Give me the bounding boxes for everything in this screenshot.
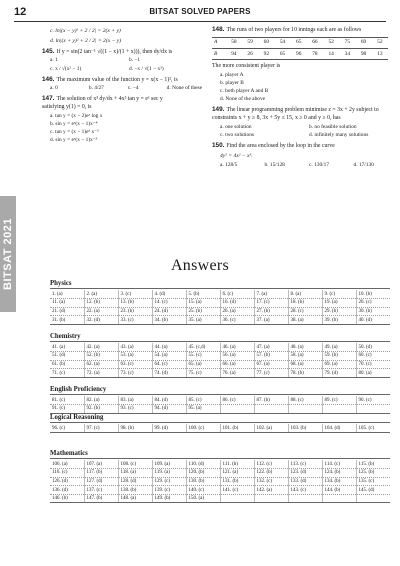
question-text: Find the area enclosed by the loop in the curve bbox=[226, 142, 335, 149]
answer-cell: 96. (c) bbox=[50, 424, 84, 433]
option-d: d. None of the above bbox=[220, 96, 266, 103]
question-number: 145. bbox=[42, 47, 55, 55]
answer-row bbox=[50, 360, 390, 369]
question-149 bbox=[212, 106, 392, 139]
answer-cell: 25. (b) bbox=[186, 307, 220, 316]
section-rule bbox=[50, 341, 390, 342]
runs-row-b bbox=[212, 49, 388, 60]
section-rule bbox=[50, 422, 390, 423]
answer-cell: 135. (c) bbox=[356, 477, 390, 486]
answer-cell: 146. (b) bbox=[50, 494, 84, 503]
question-number: 150. bbox=[212, 141, 225, 149]
answer-cell: 68. (a) bbox=[288, 360, 322, 369]
option-a: a. one solution bbox=[220, 123, 252, 130]
answer-cell: 1. (a) bbox=[50, 290, 84, 299]
runs-cell: 14 bbox=[323, 49, 339, 60]
runs-cell: 92 bbox=[258, 49, 274, 60]
answer-cell: 120. (b) bbox=[186, 469, 220, 478]
answer-cell: 45. (c,d) bbox=[186, 343, 220, 352]
answer-cell: 9. (c) bbox=[322, 290, 356, 299]
answer-section-mathematics bbox=[50, 450, 390, 503]
page-header bbox=[0, 0, 400, 22]
question-145 bbox=[42, 48, 202, 73]
question-148 bbox=[212, 26, 392, 104]
answer-cell bbox=[322, 494, 356, 503]
options-row bbox=[220, 162, 392, 169]
answer-cell: 123. (d) bbox=[288, 469, 322, 478]
question-146 bbox=[42, 76, 202, 93]
answer-cell: 55. (c) bbox=[186, 352, 220, 361]
answer-cell: 87. (b) bbox=[254, 396, 288, 405]
answer-cell: 76. (a) bbox=[220, 369, 254, 378]
answer-cell: 104. (d) bbox=[322, 424, 356, 433]
runs-table bbox=[212, 37, 388, 61]
answer-section-chemistry bbox=[50, 333, 390, 378]
answer-cell: 117. (b) bbox=[84, 469, 118, 478]
answer-cell: 75. (c) bbox=[186, 369, 220, 378]
answer-cell: 78. (b) bbox=[288, 369, 322, 378]
answer-cell: 29. (b) bbox=[322, 307, 356, 316]
answer-cell: 7. (a) bbox=[254, 290, 288, 299]
answer-cell: 52. (b) bbox=[84, 352, 118, 361]
runs-cell: 96 bbox=[291, 49, 307, 60]
answer-cell: 136. (d) bbox=[50, 486, 84, 495]
answer-cell: 11. (a) bbox=[50, 299, 84, 308]
answer-cell: 139. (c) bbox=[152, 486, 186, 495]
option-c: c. −4 bbox=[127, 85, 139, 92]
answer-section-english-proficiency bbox=[50, 386, 390, 414]
answer-cell: 81. (c) bbox=[50, 396, 84, 405]
answer-cell: 61. (b) bbox=[50, 360, 84, 369]
answer-cell: 113. (c) bbox=[288, 460, 322, 469]
option-d: d. sin y = eˣ(x − 1)x⁻³ bbox=[50, 136, 98, 143]
options-row bbox=[50, 85, 202, 92]
section-title: English Proficiency bbox=[50, 386, 107, 393]
answer-cell: 92. (b) bbox=[84, 405, 118, 414]
answer-cell: 127. (d) bbox=[84, 477, 118, 486]
answer-cell: 71. (c) bbox=[50, 369, 84, 378]
runs-cell: 94 bbox=[226, 49, 242, 60]
question-prompt: The more consistent player is bbox=[212, 63, 281, 70]
answer-cell: 54. (a) bbox=[152, 352, 186, 361]
question-text: If y = sin(2 tan⁻¹ √((1 − x)/(1 + x))), then dy/dx is bbox=[56, 48, 173, 55]
answer-cell: 137. (c) bbox=[84, 486, 118, 495]
answer-cell: 40. (d) bbox=[356, 316, 390, 325]
runs-cell: 78 bbox=[307, 49, 323, 60]
answer-cell: 95. (a) bbox=[186, 405, 220, 414]
answer-cell: 133. (d) bbox=[288, 477, 322, 486]
answer-cell: 53. (a) bbox=[118, 352, 152, 361]
runs-cell: 26 bbox=[242, 49, 258, 60]
answer-cell: 108. (c) bbox=[118, 460, 152, 469]
answer-cell: 141. (c) bbox=[220, 486, 254, 495]
answer-cell: 107. (a) bbox=[84, 460, 118, 469]
answer-row bbox=[50, 352, 390, 361]
runs-cell: 13 bbox=[372, 49, 388, 60]
option-d: d. 17/130 bbox=[353, 162, 374, 169]
answer-cell: 20. (c) bbox=[356, 299, 390, 308]
answer-cell: 114. (c) bbox=[322, 460, 356, 469]
option-c: c. 130/17 bbox=[309, 162, 330, 169]
answer-cell: 122. (b) bbox=[254, 469, 288, 478]
answer-cell: 39. (b) bbox=[322, 316, 356, 325]
answer-cell: 89. (c) bbox=[322, 396, 356, 405]
answer-cell: 119. (a) bbox=[152, 469, 186, 478]
answer-cell: 36. (c) bbox=[220, 316, 254, 325]
option-d: d. −x / √(1 − x²) bbox=[129, 65, 164, 72]
answer-cell: 34. (b) bbox=[152, 316, 186, 325]
answer-row bbox=[50, 477, 390, 486]
answer-cell: 130. (b) bbox=[186, 477, 220, 486]
answer-cell bbox=[220, 494, 254, 503]
answer-cell: 74. (d) bbox=[152, 369, 186, 378]
answer-cell: 105. (c) bbox=[356, 424, 390, 433]
answer-cell: 42. (a) bbox=[84, 343, 118, 352]
question-144-options bbox=[42, 28, 202, 45]
answer-row bbox=[50, 369, 390, 378]
answer-cell bbox=[356, 405, 390, 414]
answer-cell: 28. (c) bbox=[288, 307, 322, 316]
answer-table bbox=[50, 343, 390, 378]
answer-cell: 121. (a) bbox=[220, 469, 254, 478]
answer-row bbox=[50, 486, 390, 495]
question-147 bbox=[42, 95, 202, 144]
answer-cell: 47. (a) bbox=[254, 343, 288, 352]
answer-cell: 149. (b) bbox=[152, 494, 186, 503]
answer-cell: 86. (c) bbox=[220, 396, 254, 405]
section-rule bbox=[50, 394, 390, 395]
answer-cell: 67. (a) bbox=[254, 360, 288, 369]
question-number: 147. bbox=[42, 95, 55, 103]
options-row bbox=[220, 132, 392, 139]
running-title: BITSAT SOLVED PAPERS bbox=[149, 7, 251, 16]
q144-option-d: d. ln|(x + y)² + 2 / 2| = 2(x − y) bbox=[50, 37, 122, 44]
answer-cell: 143. (c) bbox=[288, 486, 322, 495]
answer-cell: 58. (a) bbox=[288, 352, 322, 361]
player-label: B bbox=[212, 49, 226, 60]
option-b: b. 4/27 bbox=[88, 85, 104, 92]
option-c: c. two solutions bbox=[220, 132, 254, 139]
answer-cell: 128. (d) bbox=[118, 477, 152, 486]
answer-cell: 72. (a) bbox=[84, 369, 118, 378]
answer-cell bbox=[322, 405, 356, 414]
answer-cell: 64. (c) bbox=[152, 360, 186, 369]
question-text: The linear programming problem minimise z = 3x + 2y subject to constraints x + y ≥ 8, 3x + 5y ≤ 15, x ≥ 0 and y ≥ 0, has bbox=[212, 107, 379, 121]
option-c: c. x / √(x² − 1) bbox=[50, 65, 82, 72]
question-text: The solution of x³ dy/dx + 4x² tan y = eˣ sec y bbox=[56, 96, 163, 103]
answer-cell: 3. (c) bbox=[118, 290, 152, 299]
player-label: A bbox=[212, 37, 226, 48]
answer-cell: 32. (d) bbox=[84, 316, 118, 325]
answer-cell: 16. (d) bbox=[220, 299, 254, 308]
answer-cell: 5. (b) bbox=[186, 290, 220, 299]
answer-cell: 44. (a) bbox=[152, 343, 186, 352]
curve-formula: 4y² = 4x² − x³. bbox=[220, 152, 253, 159]
question-150 bbox=[212, 142, 392, 170]
answer-cell: 85. (c) bbox=[186, 396, 220, 405]
answer-table bbox=[50, 424, 390, 433]
answer-cell: 82. (a) bbox=[84, 396, 118, 405]
section-title: Chemistry bbox=[50, 333, 81, 340]
answer-cell: 6. (c) bbox=[220, 290, 254, 299]
header-rule bbox=[14, 21, 386, 22]
runs-cell: 69 bbox=[355, 37, 371, 48]
answer-cell: 126. (d) bbox=[50, 477, 84, 486]
answer-cell: 62. (a) bbox=[84, 360, 118, 369]
answer-cell: 35. (a) bbox=[186, 316, 220, 325]
answer-cell bbox=[356, 494, 390, 503]
runs-cell: 60 bbox=[258, 37, 274, 48]
answer-cell: 57. (b) bbox=[254, 352, 288, 361]
answer-cell: 65. (a) bbox=[186, 360, 220, 369]
answer-table bbox=[50, 460, 390, 503]
answer-cell: 129. (c) bbox=[152, 477, 186, 486]
answer-cell: 4. (d) bbox=[152, 290, 186, 299]
runs-cell: 59 bbox=[242, 37, 258, 48]
answer-cell: 66. (a) bbox=[220, 360, 254, 369]
answer-cell bbox=[220, 405, 254, 414]
answer-cell: 115. (b) bbox=[356, 460, 390, 469]
answer-cell: 102. (a) bbox=[254, 424, 288, 433]
answer-cell: 142. (a) bbox=[254, 486, 288, 495]
runs-cell: 34 bbox=[339, 49, 355, 60]
answer-row bbox=[50, 316, 390, 325]
answer-table bbox=[50, 396, 390, 414]
answer-cell: 132. (c) bbox=[254, 477, 288, 486]
runs-cell: 54 bbox=[274, 37, 290, 48]
answer-cell: 12. (b) bbox=[84, 299, 118, 308]
answer-cell: 60. (c) bbox=[356, 352, 390, 361]
answer-cell: 125. (b) bbox=[356, 469, 390, 478]
question-number: 149. bbox=[212, 106, 225, 114]
answer-cell: 14. (c) bbox=[152, 299, 186, 308]
runs-cell: 52 bbox=[372, 37, 388, 48]
answer-cell: 17. (c) bbox=[254, 299, 288, 308]
runs-cell: 65 bbox=[291, 37, 307, 48]
runs-row-a bbox=[212, 37, 388, 48]
answer-row bbox=[50, 299, 390, 308]
answer-cell: 41. (a) bbox=[50, 343, 84, 352]
option-a: a. tan y = (x − 2)eˣ log x bbox=[50, 112, 103, 119]
answer-cell: 73. (c) bbox=[118, 369, 152, 378]
section-title: Logical Reasoning bbox=[50, 414, 104, 421]
answer-cell: 70. (c) bbox=[356, 360, 390, 369]
answer-cell: 77. (c) bbox=[254, 369, 288, 378]
answer-row bbox=[50, 405, 390, 414]
option-c: c. tan y = (x − 1)eˣ x⁻³ bbox=[50, 128, 99, 135]
answer-cell: 118. (a) bbox=[118, 469, 152, 478]
runs-cell: 75 bbox=[339, 37, 355, 48]
answer-cell: 24. (d) bbox=[152, 307, 186, 316]
answer-cell: 31. (b) bbox=[50, 316, 84, 325]
answer-cell: 140. (c) bbox=[186, 486, 220, 495]
answer-cell: 8. (a) bbox=[288, 290, 322, 299]
answer-section-physics bbox=[50, 280, 390, 325]
answer-cell: 150. (a) bbox=[186, 494, 220, 503]
answer-cell: 147. (b) bbox=[84, 494, 118, 503]
option-a: a. 0 bbox=[50, 85, 58, 92]
answer-cell bbox=[288, 494, 322, 503]
answer-cell: 97. (c) bbox=[84, 424, 118, 433]
answer-cell: 48. (a) bbox=[288, 343, 322, 352]
answer-cell: 21. (d) bbox=[50, 307, 84, 316]
answer-row bbox=[50, 290, 390, 299]
section-rule bbox=[50, 288, 390, 289]
answer-cell: 124. (b) bbox=[322, 469, 356, 478]
option-d: d. infinitely many solutions bbox=[309, 132, 369, 139]
answer-cell: 93. (c) bbox=[118, 405, 152, 414]
answer-row bbox=[50, 396, 390, 405]
options-row bbox=[50, 66, 202, 73]
answer-cell: 59. (b) bbox=[322, 352, 356, 361]
answer-cell bbox=[254, 494, 288, 503]
option-b: b. sin y = eˣ(x − 1)x⁻⁴ bbox=[50, 120, 98, 127]
answer-row bbox=[50, 460, 390, 469]
runs-cell: 66 bbox=[307, 37, 323, 48]
answers-heading: Answers bbox=[170, 257, 230, 274]
answer-cell: 98. (b) bbox=[118, 424, 152, 433]
answer-cell: 37. (a) bbox=[254, 316, 288, 325]
option-a: a. 128/5 bbox=[220, 162, 238, 169]
answer-cell: 18. (b) bbox=[288, 299, 322, 308]
answer-cell: 49. (a) bbox=[322, 343, 356, 352]
answer-cell: 84. (d) bbox=[152, 396, 186, 405]
side-tab-label: BITSAT 2021 bbox=[2, 218, 14, 290]
answer-row bbox=[50, 343, 390, 352]
answer-cell: 80. (a) bbox=[356, 369, 390, 378]
option-d: d. None of these bbox=[166, 85, 203, 92]
answer-cell: 100. (c) bbox=[186, 424, 220, 433]
answer-cell bbox=[254, 405, 288, 414]
answer-cell: 23. (b) bbox=[118, 307, 152, 316]
question-text: The maximum value of the function y = x(x − 1)², is bbox=[56, 76, 178, 83]
answer-cell: 19. (a) bbox=[322, 299, 356, 308]
answer-cell: 138. (b) bbox=[118, 486, 152, 495]
answer-cell: 79. (d) bbox=[322, 369, 356, 378]
runs-cell: 98 bbox=[355, 49, 371, 60]
answer-cell: 88. (c) bbox=[288, 396, 322, 405]
answer-cell: 91. (c) bbox=[50, 405, 84, 414]
questions-right-column bbox=[212, 26, 392, 172]
answer-cell: 148. (a) bbox=[118, 494, 152, 503]
answer-cell: 56. (a) bbox=[220, 352, 254, 361]
runs-cell: 65 bbox=[274, 49, 290, 60]
answer-cell: 144. (b) bbox=[322, 486, 356, 495]
answer-row bbox=[50, 494, 390, 503]
answer-cell: 46. (a) bbox=[220, 343, 254, 352]
answer-row bbox=[50, 469, 390, 478]
answer-cell: 15. (a) bbox=[186, 299, 220, 308]
answer-cell: 145. (d) bbox=[356, 486, 390, 495]
answer-cell: 63. (c) bbox=[118, 360, 152, 369]
question-number: 148. bbox=[212, 26, 225, 33]
answer-cell: 22. (a) bbox=[84, 307, 118, 316]
answer-cell: 51. (d) bbox=[50, 352, 84, 361]
answer-cell: 69. (a) bbox=[322, 360, 356, 369]
answer-cell: 26. (a) bbox=[220, 307, 254, 316]
answer-cell bbox=[288, 405, 322, 414]
options-row bbox=[220, 124, 392, 131]
answer-cell: 38. (a) bbox=[288, 316, 322, 325]
answer-cell: 83. (a) bbox=[118, 396, 152, 405]
answer-cell: 90. (c) bbox=[356, 396, 390, 405]
side-tab bbox=[0, 196, 16, 312]
page-number: 12 bbox=[14, 6, 27, 18]
question-number: 146. bbox=[42, 75, 55, 83]
answer-cell: 112. (c) bbox=[254, 460, 288, 469]
answer-cell: 94. (d) bbox=[152, 405, 186, 414]
answer-cell: 106. (a) bbox=[50, 460, 84, 469]
answer-cell: 27. (b) bbox=[254, 307, 288, 316]
answer-cell: 131. (b) bbox=[220, 477, 254, 486]
answer-cell: 99. (d) bbox=[152, 424, 186, 433]
answer-cell: 103. (b) bbox=[288, 424, 322, 433]
runs-cell: 58 bbox=[226, 37, 242, 48]
section-rule bbox=[50, 458, 390, 459]
section-title: Physics bbox=[50, 280, 72, 287]
answer-cell: 2. (a) bbox=[84, 290, 118, 299]
answer-cell: 134. (b) bbox=[322, 477, 356, 486]
answer-cell: 50. (d) bbox=[356, 343, 390, 352]
answer-section-logical-reasoning bbox=[50, 414, 390, 433]
option-c: c. both player A and B bbox=[220, 88, 269, 95]
question-condition: satisfying y(1) = 0, is bbox=[42, 103, 92, 110]
answer-cell: 101. (b) bbox=[220, 424, 254, 433]
answer-cell: 110. (d) bbox=[186, 460, 220, 469]
answer-cell: 33. (c) bbox=[118, 316, 152, 325]
option-b: b. 15/128 bbox=[264, 162, 285, 169]
answer-cell: 10. (b) bbox=[356, 290, 390, 299]
answer-row bbox=[50, 307, 390, 316]
option-b: b. −1 bbox=[129, 57, 141, 64]
option-a: a. player A bbox=[220, 72, 244, 79]
answer-cell: 116. (c) bbox=[50, 469, 84, 478]
option-a: a. 1 bbox=[50, 57, 58, 64]
question-text: The runs of two players for 10 innings each are as follows bbox=[226, 27, 362, 33]
option-b: b. no feasible solution bbox=[309, 123, 357, 130]
answer-cell: 43. (a) bbox=[118, 343, 152, 352]
section-title: Mathematics bbox=[50, 450, 88, 457]
answer-table bbox=[50, 290, 390, 325]
questions-left-column bbox=[42, 26, 202, 147]
answer-cell: 111. (b) bbox=[220, 460, 254, 469]
answer-cell: 13. (b) bbox=[118, 299, 152, 308]
option-b: b. player B bbox=[220, 80, 244, 87]
runs-cell: 52 bbox=[323, 37, 339, 48]
answer-row bbox=[50, 424, 390, 433]
answer-cell: 30. (b) bbox=[356, 307, 390, 316]
q144-option-c: c. ln|(x − y)² + 2 / 2| = 2(x + y) bbox=[50, 28, 121, 34]
options-row bbox=[50, 57, 202, 64]
answer-cell: 109. (a) bbox=[152, 460, 186, 469]
